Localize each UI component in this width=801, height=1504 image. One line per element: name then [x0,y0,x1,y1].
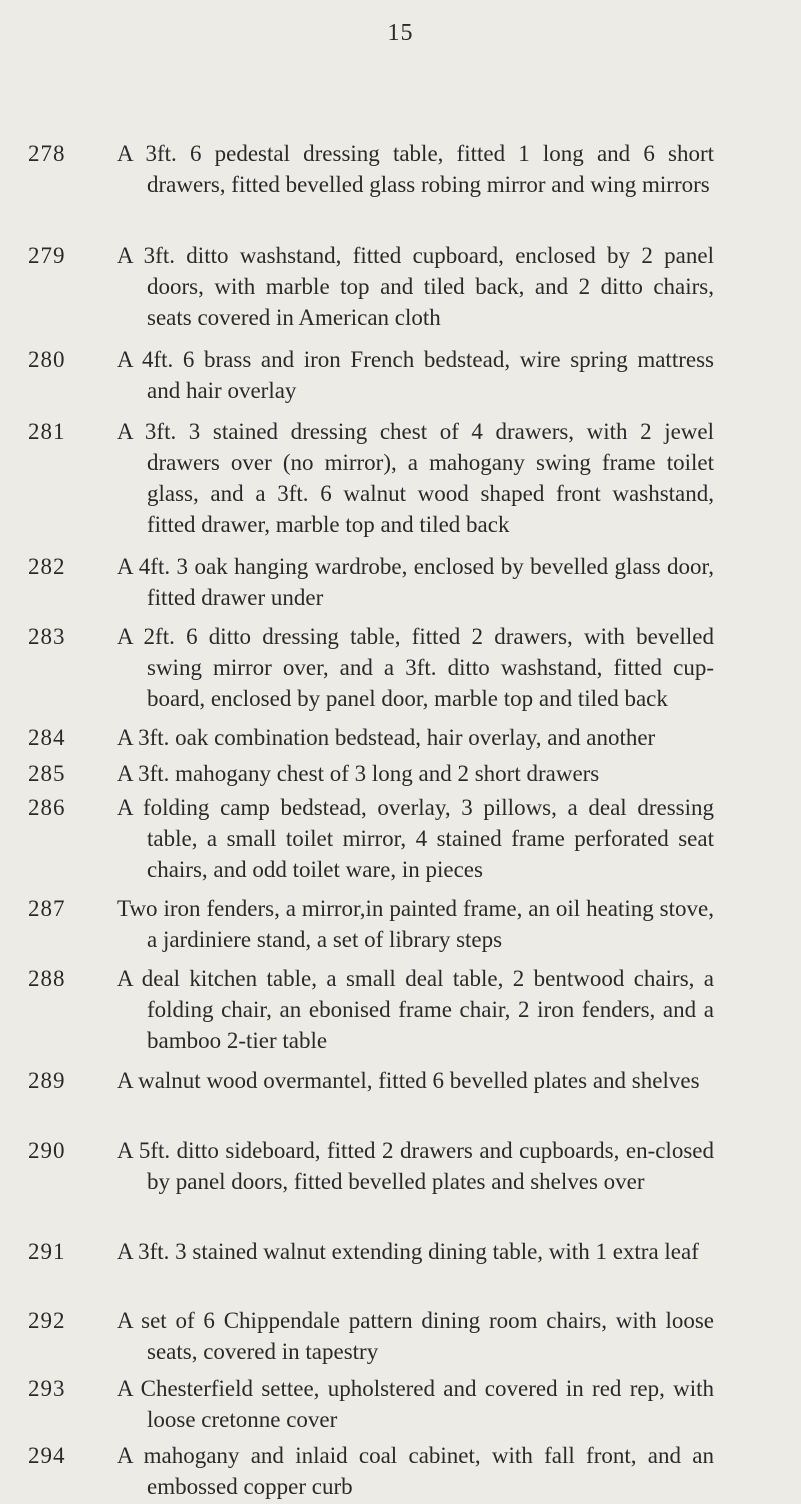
lot-number: 294 [28,1443,66,1468]
lot-number: 280 [28,347,66,372]
lot-number: 288 [28,966,66,991]
lot-number: 283 [28,624,66,649]
lot-item [0,893,801,963]
lot-description: A 3ft. ditto washstand, fitted cupboard, enclosed by 2 panel doors, with marble top and tiled back, and 2 ditto chairs, seats covered in American cloth [117,243,714,330]
lot-item [0,1236,801,1305]
lot-description: A 3ft. 3 stained walnut extending dining table, with 1 extra leaf [117,1239,699,1264]
lot-number: 278 [28,141,66,166]
lot-item [0,551,801,621]
lot-number: 285 [28,761,66,786]
lot-item [0,722,801,758]
lot-number: 286 [28,795,66,820]
lot-item [0,963,801,1065]
lot-item [0,416,801,551]
lot-description: A 5ft. ditto sideboard, fitted 2 drawers and cupboards, en-closed by panel doors, fitted bevelled plates and shelves over [117,1138,714,1194]
lot-number: 291 [28,1239,66,1264]
lot-item [0,1373,801,1440]
lot-description: A 3ft. 6 pedestal dressing table, fitted 1 long and 6 short drawers, fitted bevelled glass robing mirror and wing mirrors [117,141,714,197]
lot-description: A Chesterfield settee, upholstered and covered in red rep, with loose cretonne cover [117,1376,714,1432]
lot-number: 293 [28,1376,66,1401]
lot-number: 290 [28,1138,66,1163]
lot-description: A 2ft. 6 ditto dressing table, fitted 2 drawers, with bevelled swing mirror over, and a 3ft. ditto washstand, fitted cup-board, enclosed by panel door, marble top and tiled back [117,624,714,711]
lot-item [0,138,801,240]
lot-description: A 3ft. 3 stained dressing chest of 4 drawers, with 2 jewel drawers over (no mirror), a mahogany swing frame toilet glass, and a 3ft. 6 walnut wood shaped front washstand, fitted drawer, marble top and tiled back [117,419,714,537]
lot-description: A folding camp bedstead, overlay, 3 pillows, a deal dressing table, a small toilet mirror, 4 stained frame perforated seat chairs, and odd toilet ware, in pieces [117,795,714,882]
lot-number: 289 [28,1068,66,1093]
lot-description: A 3ft. mahogany chest of 3 long and 2 short drawers [117,761,600,786]
lot-item [0,792,801,893]
lot-item [0,1065,801,1135]
lot-item [0,621,801,722]
lot-item [0,344,801,416]
lot-number: 279 [28,243,66,268]
lot-description: A set of 6 Chippendale pattern dining room chairs, with loose seats, covered in tapestry [117,1308,714,1364]
lot-description: A 3ft. oak combination bedstead, hair overlay, and another [117,725,656,750]
lot-list [0,138,801,1504]
lot-item [0,1135,801,1236]
lot-item [0,1305,801,1373]
lot-description: A mahogany and inlaid coal cabinet, with fall front, and an embossed copper curb [117,1443,714,1499]
lot-description: A walnut wood overmantel, fitted 6 bevelled plates and shelves [117,1068,700,1093]
lot-number: 292 [28,1308,66,1333]
lot-item [0,758,801,792]
lot-number: 284 [28,725,66,750]
lot-item [0,1440,801,1504]
lot-description: A 4ft. 6 brass and iron French bedstead, wire spring mattress and hair overlay [117,347,714,403]
page-number: 15 [387,20,414,46]
lot-description: A deal kitchen table, a small deal table, 2 bentwood chairs, a folding chair, an ebonised frame chair, 2 iron fenders, and a bamboo 2-tier table [117,966,714,1053]
lot-number: 281 [28,419,66,444]
lot-number: 287 [28,896,66,921]
lot-description: A 4ft. 3 oak hanging wardrobe, enclosed by bevelled glass door, fitted drawer under [117,554,714,610]
lot-description: Two iron fenders, a mirror,in painted frame, an oil heating stove, a jardiniere stand, a set of library steps [117,896,714,952]
lot-number: 282 [28,554,66,579]
lot-item [0,240,801,344]
